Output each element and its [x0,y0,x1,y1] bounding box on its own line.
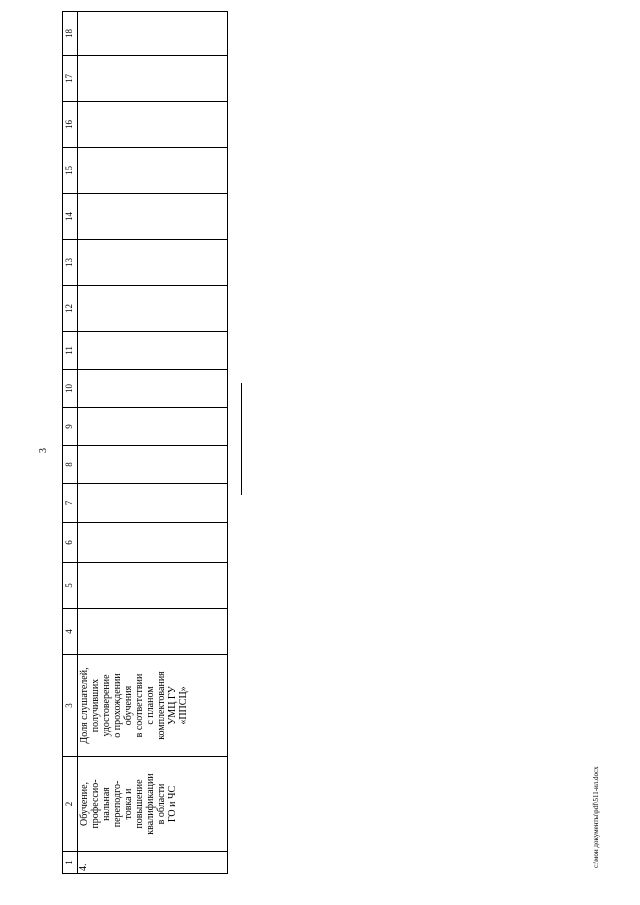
footer-file-path: c:\мои документы\pdf\511-ил.docx [592,766,600,868]
col-header-15: 15 [63,148,78,194]
rotated-table-container [62,12,228,874]
col-header-9: 9 [63,408,78,446]
header-row [63,12,78,874]
empty-cell [78,484,228,523]
col-header-14: 14 [63,194,78,240]
col-header-18: 18 [63,12,78,56]
col-header-7: 7 [63,484,78,523]
row-number-cell: 4. [78,852,228,874]
col-header-4: 4 [63,609,78,655]
empty-cell [78,286,228,332]
col-header-6: 6 [63,523,78,563]
col-header-3: 3 [63,655,78,757]
empty-cell [78,446,228,484]
indicator-table [62,11,228,874]
col-header-17: 17 [63,56,78,102]
col-header-12: 12 [63,286,78,332]
separator-line [241,383,242,495]
empty-cell [78,332,228,370]
empty-cell [78,56,228,102]
page-number: 3 [38,448,49,453]
empty-cell [78,240,228,286]
empty-cell [78,12,228,56]
empty-cell [78,523,228,563]
empty-cell [78,370,228,408]
empty-cell [78,148,228,194]
col-header-16: 16 [63,102,78,148]
col-header-8: 8 [63,446,78,484]
empty-cell [78,609,228,655]
col-header-2: 2 [63,757,78,852]
indicator-cell [78,655,228,757]
empty-cell [78,408,228,446]
col-header-11: 11 [63,332,78,370]
empty-cell [78,563,228,609]
activity-text: Обучение, профессио- нальная переподго- товка и повышение квалификации в области ГО и ЧС [79,773,178,835]
table-row [78,12,228,874]
indicator-text: Доля слушателей, получивших удостоверение о прохождении обучения в соответствии с планом комплектования УМЦ ГУ «ППСЦ» [79,667,189,744]
col-header-13: 13 [63,240,78,286]
col-header-1: 1 [63,852,78,874]
col-header-5: 5 [63,563,78,609]
empty-cell [78,194,228,240]
col-header-10: 10 [63,370,78,408]
empty-cell [78,102,228,148]
activity-cell [78,757,228,852]
